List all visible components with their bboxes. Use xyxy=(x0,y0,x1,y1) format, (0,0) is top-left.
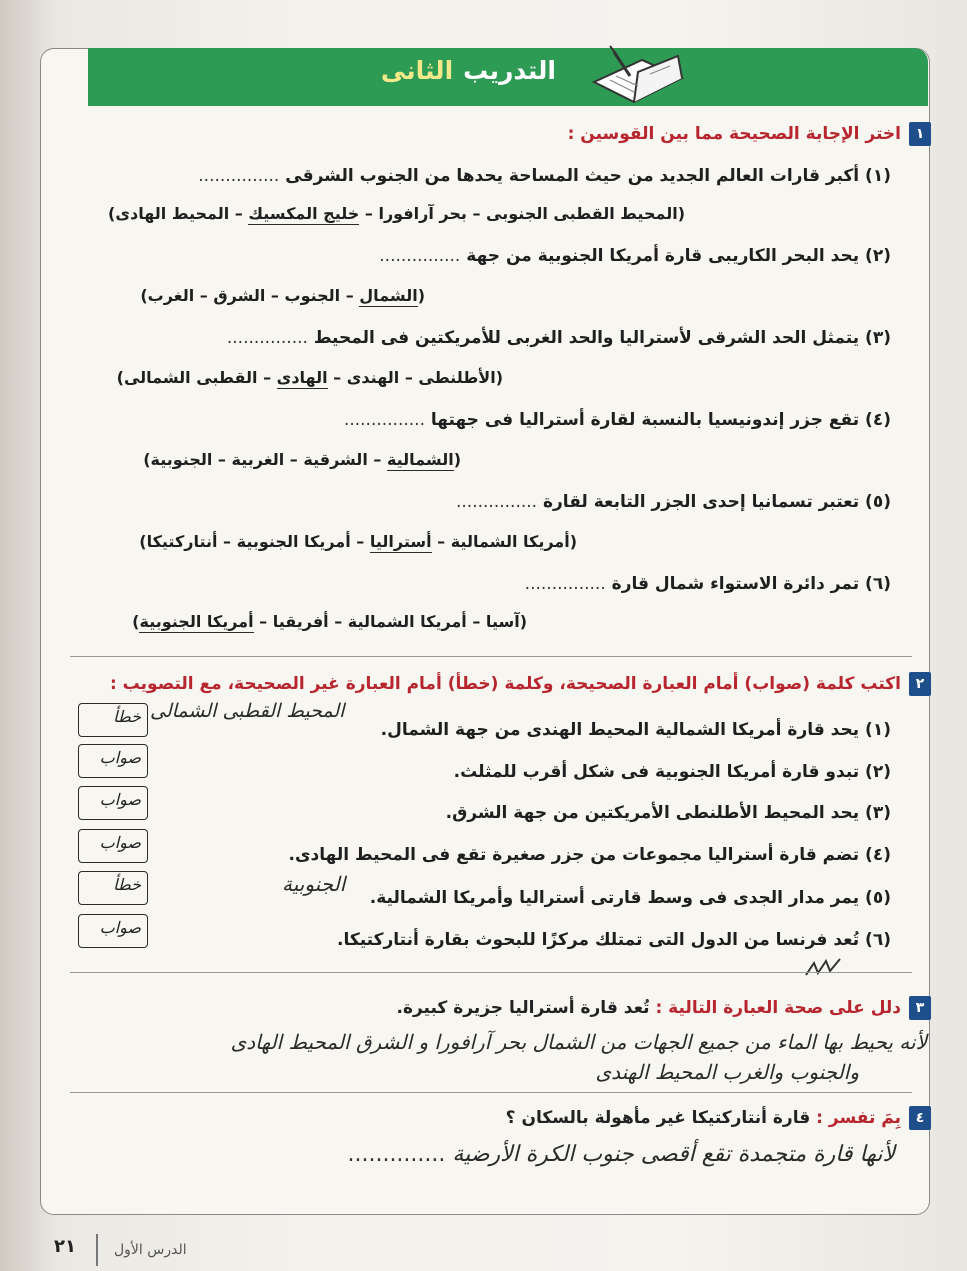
section-divider xyxy=(70,656,912,657)
handwritten-answer: خطأ xyxy=(113,875,141,894)
footer-divider xyxy=(96,1234,98,1266)
s1-question-6 xyxy=(525,574,891,594)
section-3-badge: ٣ xyxy=(909,996,931,1020)
answer-blank: ............... xyxy=(456,492,538,512)
answer-blank: ............... xyxy=(198,166,280,186)
section-divider xyxy=(70,972,912,973)
section-2-heading xyxy=(110,672,931,696)
options-text: – المحيط الهادى) xyxy=(108,204,249,223)
options-text: ) xyxy=(132,612,140,631)
title-word-2: الثانى xyxy=(380,56,454,85)
question-text: (٤) تقع جزر إندونيسيا بالنسبة لقارة أستراليا فى جهتها xyxy=(430,410,891,430)
section-3-title xyxy=(396,998,901,1018)
question-text: (٥) تعتبر تسمانيا إحدى الجزر التابعة لقارة xyxy=(542,492,891,512)
s1-options-3 xyxy=(117,368,503,387)
question-text: (٣) يتمثل الحد الشرقى لأستراليا والحد الغربى للأمريكتين فى المحيط xyxy=(313,328,891,348)
s1-question-4 xyxy=(344,410,891,430)
question-text: (١) أكبر قارات العالم الجديد من حيث المساحة يحدها من الجنوب الشرقى xyxy=(285,166,891,186)
s1-options-6 xyxy=(132,612,527,631)
section-4-title-black: قارة أنتاركتيكا غير مأهولة بالسكان ؟ xyxy=(505,1108,811,1128)
s2-statement-5: (٥) يمر مدار الجدى فى وسط قارتى أستراليا وأمريكا الشمالية. xyxy=(369,888,891,908)
open-book-icon xyxy=(590,42,686,106)
picked-option: أستراليا xyxy=(369,532,432,551)
page-number: ٢١ xyxy=(54,1236,76,1257)
answer-blank: .............. xyxy=(347,1142,446,1167)
section-1-heading xyxy=(568,122,931,146)
handwritten-correction-1: المحيط القطبى الشمالى xyxy=(150,700,345,722)
options-text: – أمريكا الجنوبية – أنتاركتيكا) xyxy=(139,532,370,551)
exercise-title xyxy=(381,56,556,85)
section-4-heading xyxy=(506,1106,931,1130)
s2-statement-2: (٢) تبدو قارة أمريكا الجنوبية فى شكل أقرب للمثلث. xyxy=(453,762,891,782)
s1-question-3 xyxy=(227,328,891,348)
handwritten-answer: صواب xyxy=(99,833,141,852)
handwritten-answer: خطأ xyxy=(113,707,141,726)
answer-text: لأنها قارة متجمدة تقع أقصى جنوب الكرة الأرضية xyxy=(452,1142,895,1167)
s1-question-1 xyxy=(198,166,891,186)
section-4-badge: ٤ xyxy=(909,1106,931,1130)
s1-options-2 xyxy=(140,286,425,305)
answer-box-4 xyxy=(78,829,148,863)
handwritten-correction-5: الجنوبية xyxy=(282,872,346,896)
section-1-title: اختر الإجابة الصحيحة مما بين القوسين : xyxy=(567,124,901,144)
s1-options-4 xyxy=(143,450,461,469)
section-4-title-red: بِمَ تفسر : xyxy=(816,1108,901,1128)
exercise-header xyxy=(88,48,928,106)
section-2-title: اكتب كلمة (صواب) أمام العبارة الصحيحة، وكلمة (خطأ) أمام العبارة غير الصحيحة، مع التصويب : xyxy=(109,674,901,694)
picked-option: الشمالية xyxy=(386,450,454,469)
answer-box-5 xyxy=(78,871,148,905)
options-text: – الجنوب – الشرق – الغرب) xyxy=(140,286,360,305)
section-1-badge: ١ xyxy=(909,122,931,146)
handwritten-answer-3-line-2: والجنوب والغرب المحيط الهندى xyxy=(595,1060,859,1084)
s2-statement-1: (١) يحد قارة أمريكا الشمالية المحيط الهندى من جهة الشمال. xyxy=(380,720,891,740)
handwritten-answer: صواب xyxy=(99,790,141,809)
answer-box-6 xyxy=(78,914,148,948)
answer-blank: ............... xyxy=(226,328,308,348)
checkmark-scribble xyxy=(804,955,844,979)
section-2-badge: ٢ xyxy=(909,672,931,696)
s1-question-5 xyxy=(456,492,891,512)
handwritten-answer: صواب xyxy=(99,748,141,767)
answer-blank: ............... xyxy=(343,410,425,430)
handwritten-answer: صواب xyxy=(99,918,141,937)
answer-blank: ............... xyxy=(379,246,461,266)
s1-options-5 xyxy=(139,532,577,551)
options-text: ( xyxy=(417,286,425,305)
s1-question-2 xyxy=(379,246,891,266)
picked-option: الشمال xyxy=(359,286,418,305)
lesson-label: الدرس الأول xyxy=(114,1242,187,1258)
options-text: – الشرقية – الغربية – الجنوبية) xyxy=(143,450,387,469)
handwritten-answer-4 xyxy=(347,1142,895,1167)
handwritten-answer-3-line-1: لأنه يحيط بها الماء من جميع الجهات من الشمال بحر آرافورا و الشرق المحيط الهادى xyxy=(230,1030,927,1054)
picked-option: أمريكا الجنوبية xyxy=(139,612,254,631)
section-3-title-black: تُعد قارة أستراليا جزيرة كبيرة. xyxy=(396,998,650,1018)
options-text: (أمريكا الشمالية – xyxy=(431,532,577,551)
answer-box-3 xyxy=(78,786,148,820)
title-word-1: التدريب xyxy=(463,56,556,85)
s2-statement-6: (٦) تُعد فرنسا من الدول التى تمتلك مركزًا للبحوث بقارة أنتاركتيكا. xyxy=(337,930,891,950)
question-text: (٢) يحد البحر الكاريبى قارة أمريكا الجنوبية من جهة xyxy=(466,246,891,266)
options-text: (الأطلنطى – الهندى – xyxy=(327,368,503,387)
answer-blank: ............... xyxy=(524,574,606,594)
section-4-title xyxy=(506,1108,901,1128)
picked-option: خليج المكسيك xyxy=(248,204,360,223)
options-text: (آسيا – أمريكا الشمالية – أفريقيا – xyxy=(253,612,527,631)
picked-option: الهادى xyxy=(276,368,328,387)
section-3-title-red: دلل على صحة العبارة التالية : xyxy=(655,998,901,1018)
s2-statement-4: (٤) تضم قارة أستراليا مجموعات من جزر صغيرة تقع فى المحيط الهادى. xyxy=(288,845,891,865)
answer-box-2 xyxy=(78,744,148,778)
s2-statement-3: (٣) يحد المحيط الأطلنطى الأمريكتين من جهة الشرق. xyxy=(445,803,891,823)
section-3-heading xyxy=(396,996,931,1020)
options-text: ( xyxy=(453,450,461,469)
section-divider xyxy=(70,1092,912,1093)
answer-box-1 xyxy=(78,703,148,737)
options-text: – القطبى الشمالى) xyxy=(116,368,277,387)
s1-options-1 xyxy=(108,204,685,223)
question-text: (٦) تمر دائرة الاستواء شمال قارة xyxy=(611,574,891,594)
options-text: (المحيط القطبى الجنوبى – بحر آرافورا – xyxy=(359,204,685,223)
